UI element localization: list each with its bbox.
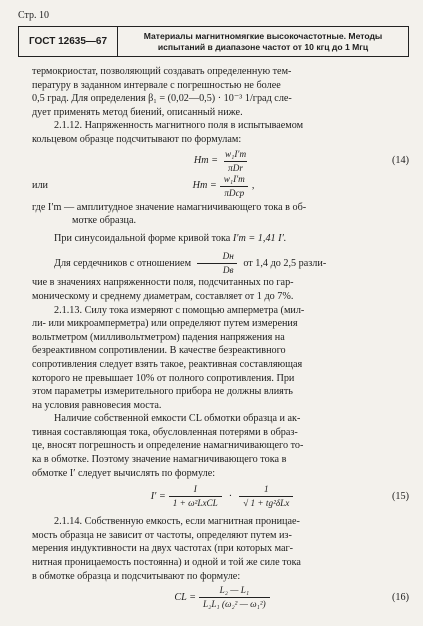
standard-title-line1: Материалы магнитномягкие высокочастотные. Методы — [143, 30, 383, 41]
sinusoidal-text: При синусоидальной форме кривой тока — [54, 232, 231, 244]
equation-14 — [32, 149, 409, 174]
section-2-1-13-line: ли- или микроамперметра) или определяют путем измерения — [32, 318, 298, 330]
capacitance-line: Наличие собственной емкости CL обмотки образца и ак- — [54, 413, 301, 425]
core-ratio-denominator: Dв — [197, 263, 238, 276]
eq14-or: или — [32, 180, 48, 192]
eq16-fraction — [199, 585, 270, 610]
capacitance-line: це, вносят погрешность и определение намагничивающего то- — [32, 440, 304, 452]
body-text — [32, 65, 409, 610]
eq14-fraction-alt — [220, 174, 249, 199]
capacitance-line: обмотке I′ следует вычислять по формуле: — [32, 467, 216, 479]
core-ratio-line — [32, 251, 409, 276]
section-2-1-13-line: этом параметры измерительного прибора не должны влиять — [32, 386, 293, 398]
section-2-1-13-line: сопротивления следует взять такое, реактивная составляющая — [32, 358, 303, 370]
eq14-lhs: Hm = — [193, 155, 219, 167]
standard-title-line2: испытаний в диапазоне частот от 10 кгц до 1 Мгц — [157, 41, 369, 52]
section-2-1-12-line: 2.1.12. Напряженность магнитного поля в испытываемом — [54, 120, 304, 132]
eq14-numerator: w₁I′m — [225, 148, 247, 159]
capacitance-line: ка в обмотке. Поэтому значение намагничивающего тока в — [32, 454, 287, 466]
standard-title — [118, 27, 408, 56]
section-2-1-13-line: вольтметром (милливольтметром) падения напряжения на — [32, 331, 285, 343]
eq14-denominator: πDr — [224, 161, 247, 174]
eq15-numerator-2: 1 — [263, 484, 269, 495]
where-line: где I′m — амплитудное значение намагничивающего тока в об- — [32, 201, 307, 213]
section-2-1-14-line: в обмотке образца и подсчитывают по формуле: — [32, 570, 241, 582]
eq16-number: (16) — [392, 591, 409, 603]
eq15-denominator-1: 1 + ω²LxCL — [169, 496, 222, 509]
core-ratio-line: моническому и среднему диаметрам, составляет от 1 до 7%. — [32, 290, 294, 302]
eq15-fraction-1 — [169, 484, 222, 509]
section-2-1-14-line: нитная проницаемость постоянна) и одной и той же силе тока — [32, 557, 301, 569]
core-ratio-fraction — [197, 251, 238, 276]
eq15-denominator-2: √ 1 + tg²δLx — [239, 496, 293, 509]
standard-header — [18, 26, 409, 57]
eq14-lhs-alt: Hm = — [192, 180, 217, 192]
eq16-denominator: L₂L₁ (ω₂² — ω₁²) — [199, 597, 270, 610]
standard-code: ГОСТ 12635—67 — [19, 27, 118, 56]
eq15-number: (15) — [392, 490, 409, 502]
section-2-1-13-line: 2.1.13. Силу тока измеряют с помощью амперметра (мил- — [54, 304, 305, 316]
section-2-1-14-line: мость образца не зависит от частоты, определяют путем из- — [32, 529, 292, 541]
core-ratio-line: чие в значениях напряженности поля, подсчитанных по гар- — [32, 277, 294, 289]
capacitance-line: тивная составляющая тока, обусловленная потерями в образ- — [32, 426, 298, 438]
page-number: Стр. 10 — [18, 10, 50, 21]
section-2-1-13-line: на условия равновесия моста. — [32, 399, 162, 411]
eq15-fraction-2 — [239, 484, 293, 509]
eq14-fraction — [221, 149, 250, 174]
paragraph-line: дует применять метод биений, описанный ниже. — [32, 106, 243, 118]
eq15-numerator-1: I — [193, 484, 197, 495]
section-2-1-14-line: 2.1.14. Собственную емкость, если магнитная проницае- — [54, 516, 300, 528]
eq16-lhs: CL = — [174, 591, 197, 603]
eq16-numerator: L₂ — L₁ — [219, 585, 250, 596]
core-ratio-numerator: Dн — [222, 251, 234, 262]
section-2-1-13-line: которого не превышает 10% от полного сопротивления. При — [32, 372, 295, 384]
paragraph-line: 0,5 град. Для определения β₁ = (0,02—0,5) · 10⁻³ 1/град сле- — [32, 93, 292, 105]
equation-16 — [32, 585, 409, 610]
eq14-comma: , — [251, 180, 255, 192]
eq14-numerator-alt: w₁I′m — [223, 173, 245, 184]
eq14-denominator-alt: πDср — [220, 186, 248, 199]
eq14-number: (14) — [392, 155, 409, 167]
sinusoidal-line — [32, 232, 409, 246]
sinusoidal-formula: I′m = 1,41 I′. — [232, 232, 287, 244]
equation-14-alt — [32, 174, 409, 199]
core-ratio-text: Для сердечников с отношением — [54, 258, 192, 270]
eq15-lhs: I′ = — [150, 490, 166, 502]
paragraph-line: термокриостат, позволяющий создавать определенную тем- — [32, 66, 292, 77]
eq15-dot: · — [228, 490, 233, 502]
core-ratio-tail: от 1,4 до 2,5 разли- — [243, 258, 327, 270]
paragraph-line: пературу в заданном интервале с погрешностью не более — [32, 79, 281, 91]
where-line: мотке образца. — [72, 215, 137, 227]
section-2-1-13-line: безреактивном сопротивлении. В качестве безреактивного — [32, 345, 286, 357]
section-2-1-14-line: мерения индуктивности на двух частотах (при которых маг- — [32, 543, 294, 555]
equation-15 — [32, 484, 409, 509]
section-2-1-12-line: кольцевом образце подсчитывают по формулам: — [32, 133, 242, 145]
